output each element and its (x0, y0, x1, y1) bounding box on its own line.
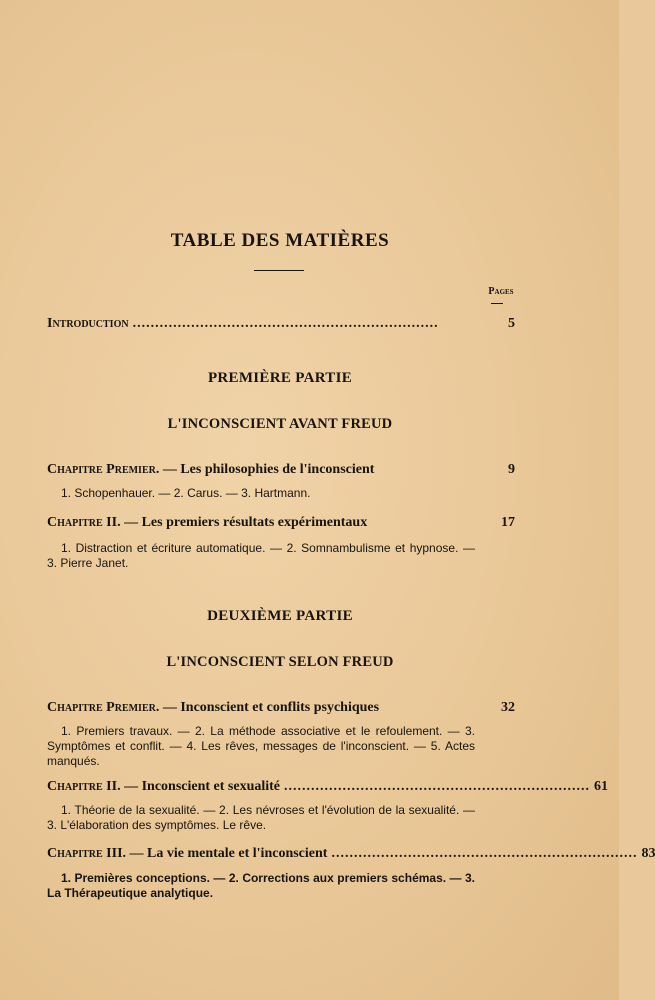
toc-entry-label: Chapitre Premier. — Les philosophies de l'inconscient (47, 462, 375, 477)
toc-page-number: 32 (501, 700, 515, 715)
leader-dots: .................................................................... (284, 779, 591, 794)
pages-column-header: Pages (488, 286, 514, 297)
toc-entry-introduction[interactable] (47, 316, 515, 332)
toc-entry-label: Chapitre II. — Les premiers résultats expérimentaux (47, 515, 368, 530)
toc-page-number: 83 (641, 846, 655, 861)
part-heading: PREMIÈRE PARTIE (207, 370, 353, 386)
page-title: TABLE DES MATIÈRES (170, 230, 390, 251)
toc-entry-label: Chapitre II. — Inconscient et sexualité (47, 779, 281, 794)
chapter-description: 1. Schopenhauer. — 2. Carus. — 3. Hartmann. (61, 486, 311, 500)
toc-entry-chapter[interactable] (47, 779, 609, 795)
toc-page-number: 17 (501, 515, 515, 530)
chapter-description: 1. Théorie de la sexualité. — 2. Les névroses et l'évolution de la sexualité. — 3. L'élaboration des symptômes. Le rêve. (47, 803, 475, 832)
part-subheading: L'INCONSCIENT SELON FREUD (166, 654, 394, 670)
toc-entry-chapter[interactable] (47, 846, 655, 862)
toc-entry-chapter[interactable] (47, 462, 515, 478)
pages-column-dash (491, 303, 503, 304)
toc-page-number: 61 (594, 779, 609, 794)
chapter-description: 1. Premières conceptions. — 2. Corrections aux premiers schémas. — 3. La Thérapeutique analytique. (47, 871, 475, 900)
toc-entry-label: Chapitre III. — La vie mentale et l'inconscient (47, 846, 328, 861)
leader-dots: .................................................................... (331, 846, 638, 861)
toc-entry-label: Introduction (47, 316, 129, 331)
part-heading: DEUXIÈME PARTIE (207, 608, 353, 624)
leader-dots: .................................................................... (132, 316, 439, 331)
part-subheading: L'INCONSCIENT AVANT FREUD (167, 416, 393, 432)
chapter-description: 1. Distraction et écriture automatique. — 2. Somnambulisme et hypnose. — 3. Pierre Janet. (47, 541, 475, 570)
toc-entry-chapter[interactable] (47, 700, 515, 716)
chapter-description: 1. Premiers travaux. — 2. La méthode associative et le refoulement. — 3. Symptômes et conflit. — 4. Les rêves, messages de l'inconscient. — 5. Actes manqués. (47, 724, 475, 768)
toc-entry-label: Chapitre Premier. — Inconscient et conflits psychiques (47, 700, 380, 715)
toc-page-number: 5 (508, 316, 515, 331)
title-rule (254, 270, 304, 271)
toc-entry-chapter[interactable] (47, 515, 515, 531)
toc-page-number: 9 (508, 462, 515, 477)
